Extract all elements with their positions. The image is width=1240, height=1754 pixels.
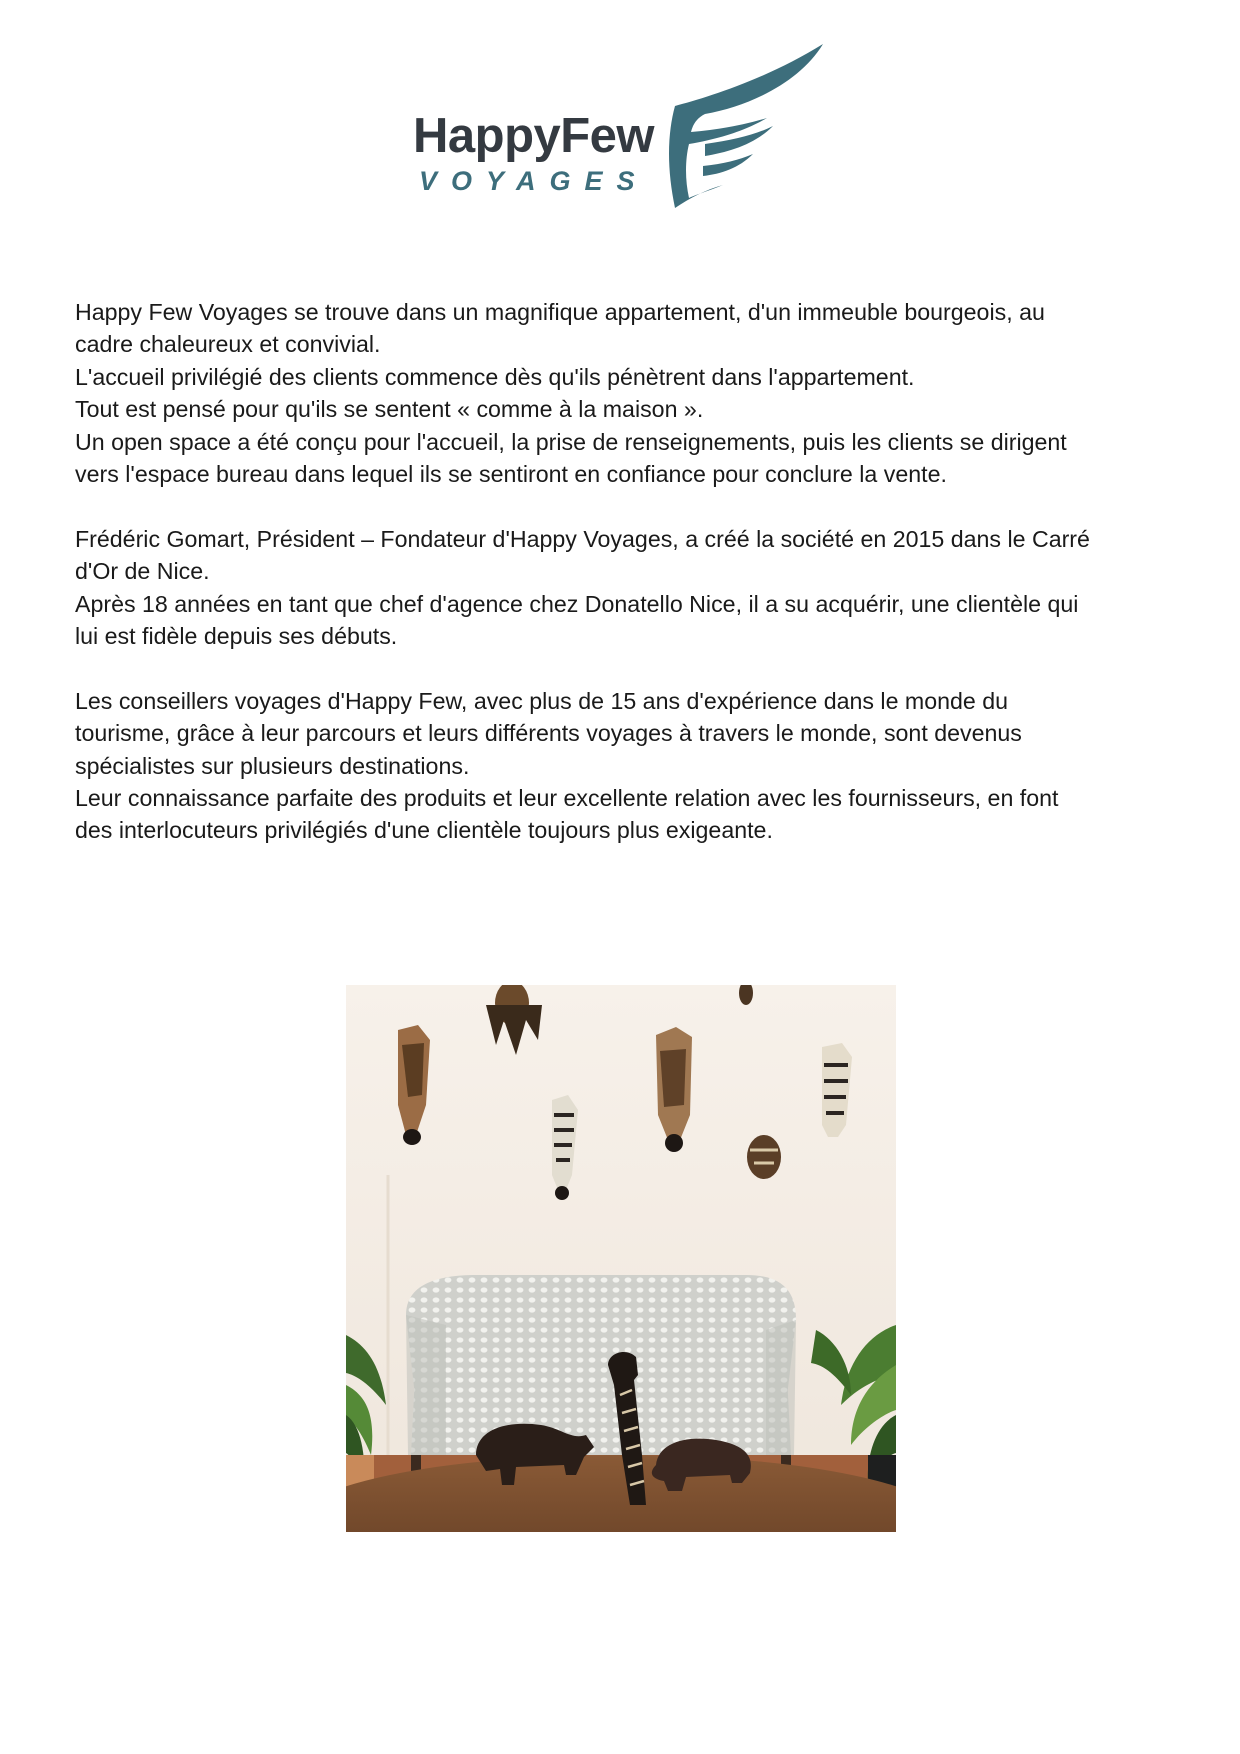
text-line: Frédéric Gomart, Président – Fondateur d'Happy Voyages, a créé la société en 2015 dans le Carré [75,525,1090,552]
text-line: vers l'espace bureau dans lequel ils se sentiront en confiance pour conclure la vente. [75,461,947,488]
body-text [75,296,1175,879]
office-photo-illustration [346,985,896,1532]
text-line: cadre chaleureux et convivial. [75,331,381,358]
text-line: Après 18 années en tant que chef d'agence chez Donatello Nice, il a su acquérir, une clientèle qui [75,590,1079,617]
text-line: L'accueil privilégié des clients commence dès qu'ils pénètrent dans l'appartement. [75,363,915,390]
text-line: tourisme, grâce à leur parcours et leurs différents voyages à travers le monde, sont devenus [75,720,1022,747]
text-line: lui est fidèle depuis ses débuts. [75,623,398,650]
text-line: Leur connaissance parfaite des produits et leur excellente relation avec les fournisseurs, en font [75,785,1059,812]
logo-brand-text: HappyFew [413,109,655,163]
text-line: Les conseillers voyages d'Happy Few, avec plus de 15 ans d'expérience dans le monde du [75,687,1009,714]
text-line: Un open space a été conçu pour l'accueil, la prise de renseignements, puis les clients se dirigent [75,428,1067,455]
text-line: Tout est pensé pour qu'ils se sentent « comme à la maison ». [75,396,704,423]
text-line: Happy Few Voyages se trouve dans un magnifique appartement, d'un immeuble bourgeois, au [75,299,1045,325]
paragraph-founder [75,523,1175,653]
logo-tagline: VOYAGES [419,166,649,196]
office-photo [346,985,896,1532]
text-line: spécialistes sur plusieurs destinations. [75,752,470,779]
text-line: d'Or de Nice. [75,558,210,585]
text-line: des interlocuteurs privilégiés d'une clientèle toujours plus exigeante. [75,817,773,844]
brand-logo [405,40,835,215]
paragraph-agency [75,296,1175,490]
sofa [406,1275,796,1473]
paragraph-advisors [75,685,1175,847]
